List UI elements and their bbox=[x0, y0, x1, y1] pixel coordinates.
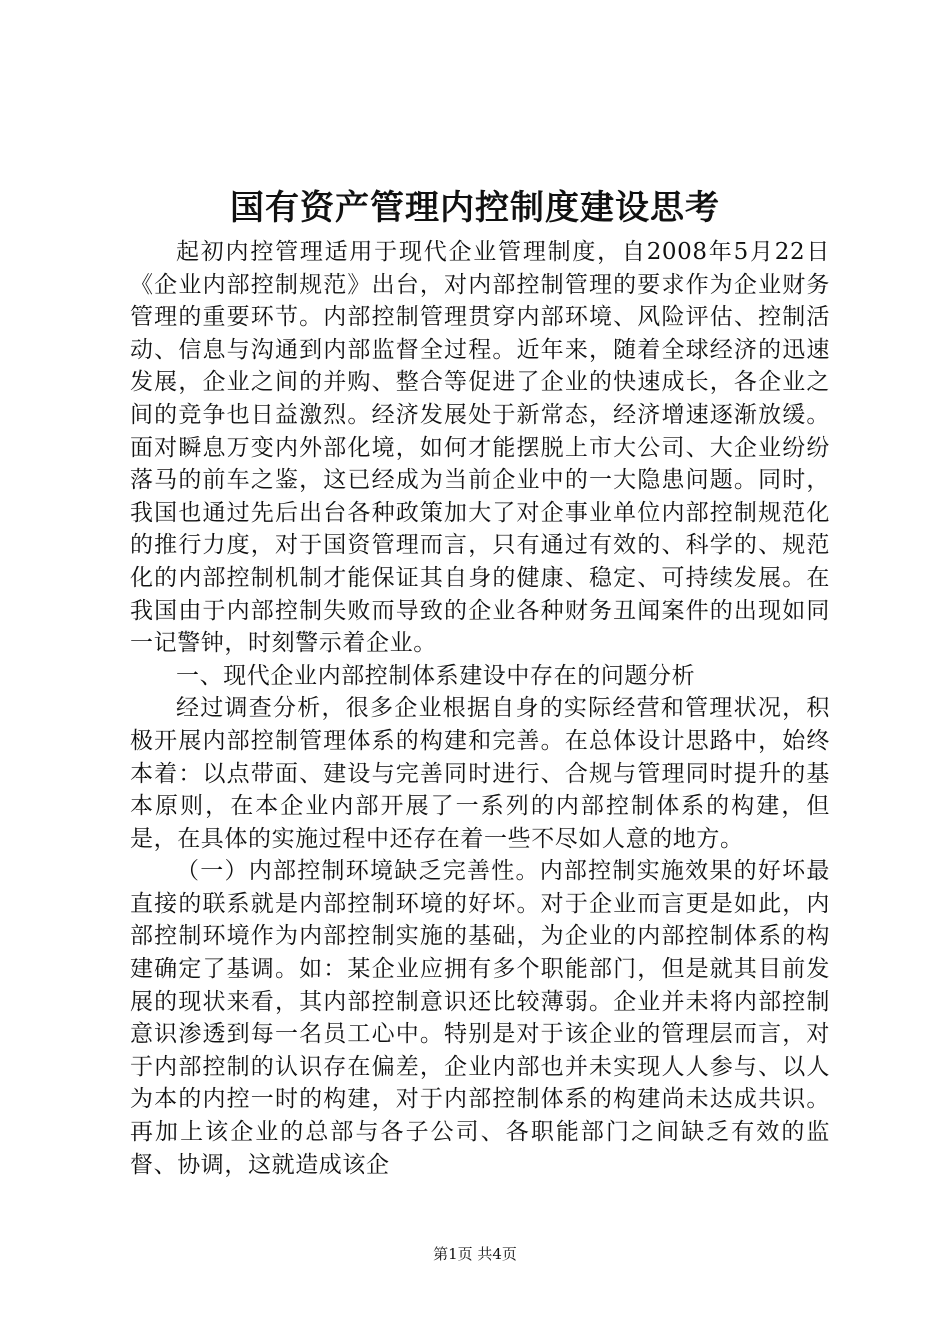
page-footer: 第1页 共4页 bbox=[433, 1245, 517, 1263]
document-body bbox=[130, 236, 830, 1181]
section-heading: 一、现代企业内部控制体系建设中存在的问题分析 bbox=[176, 662, 696, 689]
document-title: 国有资产管理内控制度建设思考 bbox=[230, 188, 720, 228]
paragraph-subsection-1: （一）内部控制环境缺乏完善性。内部控制实施效果的好坏最直接的联系就是内部控制环境的好坏。对于企业而言更是如此，内部控制环境作为内部控制实施的基础，为企业的内部控制体系的构建确定了基调。如：某企业应拥有多个职能部门，但是就其目前发展的现状来看，其内部控制意识还比较薄弱。企业并未将内部控制意识渗透到每一名员工心中。特别是对于该企业的管理层而言，对于内部控制的认识存在偏差，企业内部也并未实现人人参与、以人为本的内控一时的构建，对于内部控制体系的构建尚未达成共识。再加上该企业的总部与各子公司、各职能部门之间缺乏有效的监督、协调，这就造成该企 bbox=[130, 858, 830, 1178]
paragraph-intro: 起初内控管理适用于现代企业管理制度，自2008年5月22日《企业内部控制规范》出台，对内部控制管理的要求作为企业财务管理的重要环节。内部控制管理贯穿内部环境、风险评估、控制活动、信息与沟通到内部监督全过程。近年来，随着全球经济的迅速发展，企业之间的并购、整合等促进了企业的快速成长，各企业之间的竞争也日益激烈。经济发展处于新常态，经济增速逐渐放缓。面对瞬息万变内外部化境，如何才能摆脱上市大公司、大企业纷纷落马的前车之鉴，这已经成为当前企业中的一大隐患问题。同时，我国也通过先后出台各种政策加大了对企事业单位内部控制规范化的推行力度，对于国资管理而言，只有通过有效的、科学的、规范化的内部控制机制才能保证其自身的健康、稳定、可持续发展。在我国由于内部控制失败而导致的企业各种财务丑闻案件的出现如同一记警钟，时刻警示着企业。 bbox=[130, 239, 830, 657]
paragraph-analysis: 经过调查分析，很多企业根据自身的实际经营和管理状况，积极开展内部控制管理体系的构建和完善。在总体设计思路中，始终本着：以点带面、建设与完善同时进行、合规与管理同时提升的基本原则，在本企业内部开展了一系列的内部控制体系的构建，但是，在具体的实施过程中还存在着一些不尽如人意的地方。 bbox=[130, 695, 830, 852]
